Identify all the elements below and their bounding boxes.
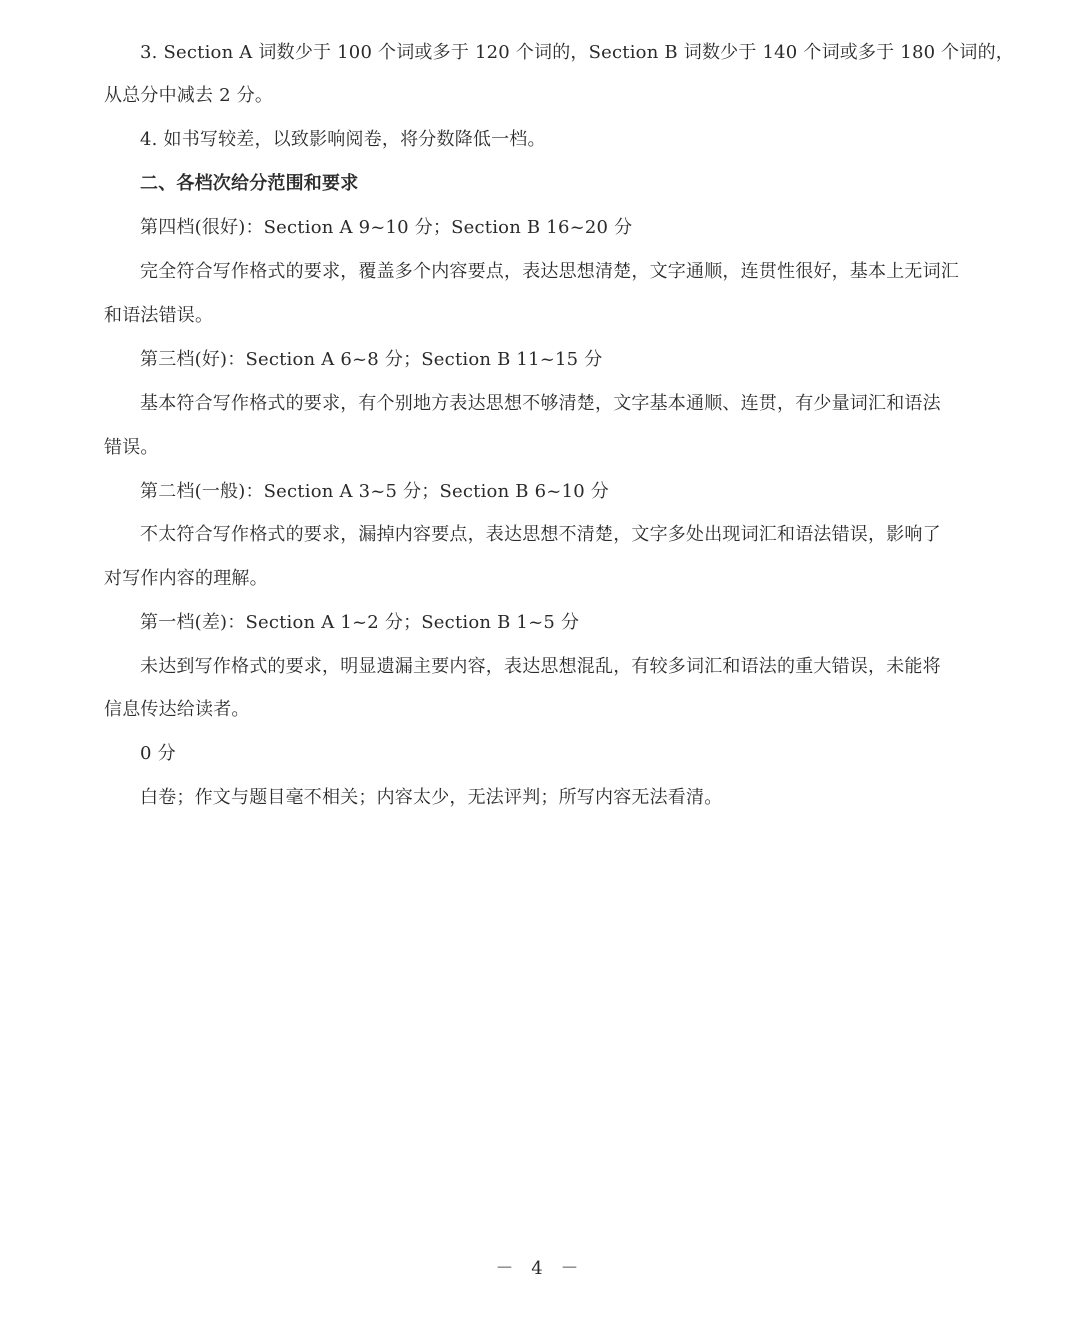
section-heading: 二、各档次给分范围和要求 [140, 173, 359, 194]
band-3-title: 第三档(好)：Section A 6~8 分；Section B 11~15 分 [140, 349, 603, 370]
band-1-title: 第一档(差)：Section A 1~2 分；Section B 1~5 分 [140, 612, 580, 633]
rule-3-line-1: 3. Section A 词数少于 100 个词或多于 120 个词的，Section B 词数少于 140 个词或多于 180 个词的， [140, 42, 1014, 63]
band-3-desc-line-2: 错误。 [104, 437, 159, 458]
band-2-desc-line-1: 不太符合写作格式的要求，漏掉内容要点，表达思想不清楚，文字多处出现词汇和语法错误，影响了 [140, 524, 941, 545]
rule-4: 4. 如书写较差，以致影响阅卷，将分数降低一档。 [140, 129, 546, 150]
band-1-desc-line-2: 信息传达给读者。 [104, 699, 250, 720]
band-4-desc-line-1: 完全符合写作格式的要求，覆盖多个内容要点，表达思想清楚，文字通顺，连贯性很好，基本上无词汇 [140, 261, 959, 282]
band-4-title: 第四档(很好)：Section A 9~10 分；Section B 16~20 分 [140, 217, 633, 238]
band-0-title: 0 分 [140, 743, 176, 764]
page-number: － 4 － [495, 1258, 585, 1279]
band-4-desc-line-2: 和语法错误。 [104, 305, 214, 326]
band-0-desc: 白卷；作文与题目毫不相关；内容太少，无法评判；所写内容无法看清。 [140, 787, 723, 808]
band-1-desc-line-1: 未达到写作格式的要求，明显遗漏主要内容，表达思想混乱，有较多词汇和语法的重大错误，未能将 [140, 656, 941, 677]
rule-3-line-2: 从总分中减去 2 分。 [104, 85, 274, 106]
band-3-desc-line-1: 基本符合写作格式的要求，有个别地方表达思想不够清楚，文字基本通顺、连贯，有少量词汇和语法 [140, 393, 941, 414]
band-2-title: 第二档(一般)：Section A 3~5 分；Section B 6~10 分 [140, 481, 609, 502]
band-2-desc-line-2: 对写作内容的理解。 [104, 568, 268, 589]
